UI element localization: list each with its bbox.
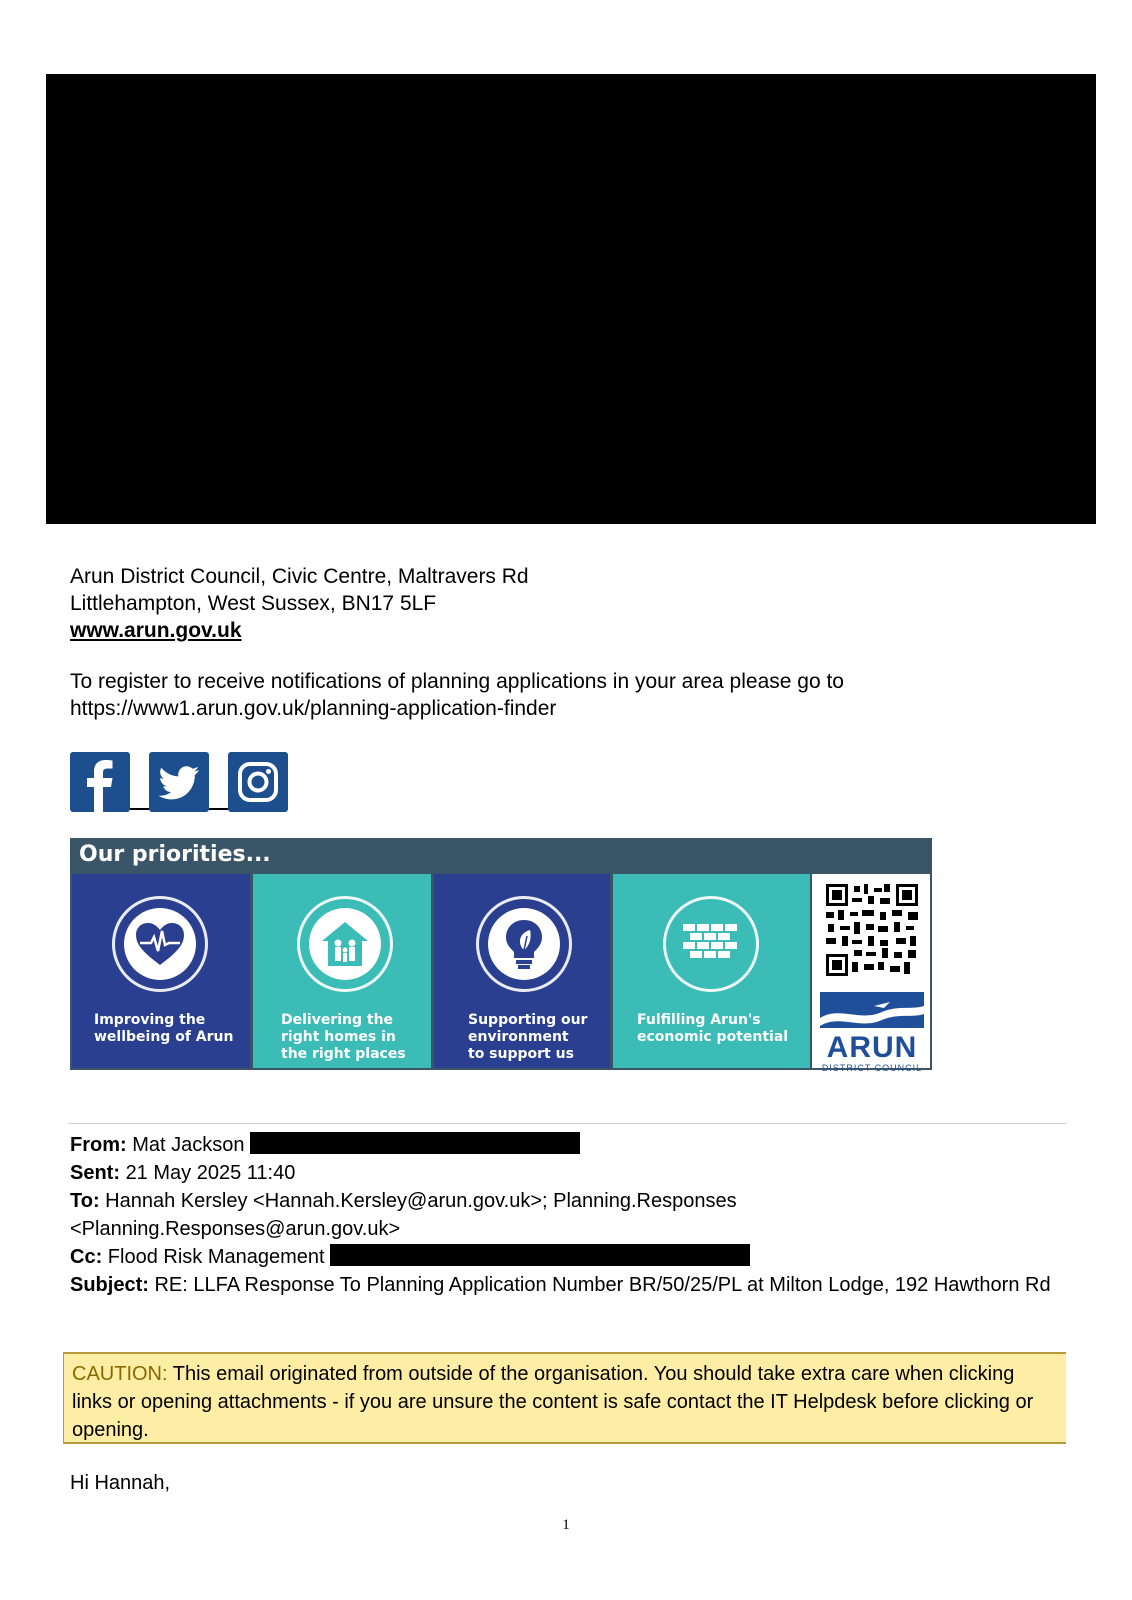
priority-panel-homes	[253, 874, 431, 1068]
subject-row	[70, 1271, 1060, 1299]
link-separator	[130, 808, 149, 810]
page-number: 1	[562, 1517, 570, 1533]
sent-label: Sent:	[70, 1162, 120, 1184]
qr-code[interactable]	[824, 882, 920, 978]
priority-panel-economy	[613, 874, 810, 1068]
redacted-email	[330, 1244, 750, 1266]
priorities-title: Our priorities...	[79, 842, 271, 867]
arun-logo	[820, 992, 924, 1073]
priority-caption: Delivering the right homes in the right places	[281, 1012, 406, 1062]
arun-subtitle: DISTRICT COUNCIL	[821, 1063, 923, 1073]
register-notice	[70, 668, 844, 722]
website-link[interactable]: www.arun.gov.uk	[70, 619, 242, 642]
priorities-banner	[70, 838, 932, 1073]
redacted-email	[250, 1132, 580, 1154]
from-value: Mat Jackson	[132, 1134, 245, 1156]
to-row	[70, 1187, 1060, 1215]
facebook-icon[interactable]	[70, 752, 130, 812]
priority-panel-wellbeing	[72, 874, 250, 1068]
social-links	[70, 748, 288, 812]
email-header	[70, 1131, 1060, 1299]
lightbulb-leaf-icon	[476, 896, 572, 992]
arun-logo-panel	[812, 874, 930, 1073]
priority-panel-environment	[434, 874, 610, 1068]
to-label: To:	[70, 1190, 100, 1212]
cc-row	[70, 1243, 1060, 1271]
caution-banner	[63, 1352, 1066, 1444]
register-url[interactable]: https://www1.arun.gov.uk/planning-application-finder	[70, 697, 557, 720]
arun-wave-emblem	[820, 992, 924, 1028]
to-value: Hannah Kersley <Hannah.Kersley@arun.gov.uk>; Planning.Responses	[105, 1190, 737, 1212]
subject-label: Subject:	[70, 1274, 149, 1296]
arun-wordmark: ARUN	[826, 1031, 918, 1064]
greeting: Hi Hannah,	[70, 1472, 171, 1494]
priority-caption: Supporting our environment to support us	[468, 1012, 588, 1062]
sent-row	[70, 1159, 1060, 1187]
priority-caption: Improving the wellbeing of Arun	[94, 1012, 234, 1045]
address-line-2: Littlehampton, West Sussex, BN17 5LF	[70, 592, 437, 615]
priority-caption: Fulfilling Arun's economic potential	[637, 1012, 789, 1045]
from-row	[70, 1131, 1060, 1159]
caution-text: This email originated from outside of the organisation. You should take extra care when clicking links or opening attachments - if you are unsure the content is safe contact the IT Helpdesk before clicking or opening.	[72, 1363, 1034, 1441]
cc-label: Cc:	[70, 1246, 103, 1268]
cc-value: Flood Risk Management	[107, 1246, 325, 1268]
brick-wall-icon	[663, 896, 759, 992]
caution-label: CAUTION:	[72, 1363, 168, 1385]
council-address	[70, 563, 529, 644]
heart-icon	[112, 896, 208, 992]
to-row-continued: <Planning.Responses@arun.gov.uk>	[70, 1218, 401, 1240]
from-label: From:	[70, 1134, 127, 1156]
subject-value: RE: LLFA Response To Planning Application Number BR/50/25/PL at Milton Lodge, 192 Hawthorn Rd	[154, 1274, 1051, 1296]
redacted-block	[46, 74, 1096, 524]
divider	[68, 1123, 1066, 1124]
sent-value: 21 May 2025 11:40	[125, 1162, 296, 1184]
link-separator	[209, 808, 228, 810]
twitter-icon[interactable]	[149, 752, 209, 812]
home-family-icon	[297, 896, 393, 992]
address-line-1: Arun District Council, Civic Centre, Maltravers Rd	[70, 565, 529, 588]
register-text: To register to receive notifications of planning applications in your area please go to	[70, 670, 844, 693]
instagram-icon[interactable]	[228, 752, 288, 812]
